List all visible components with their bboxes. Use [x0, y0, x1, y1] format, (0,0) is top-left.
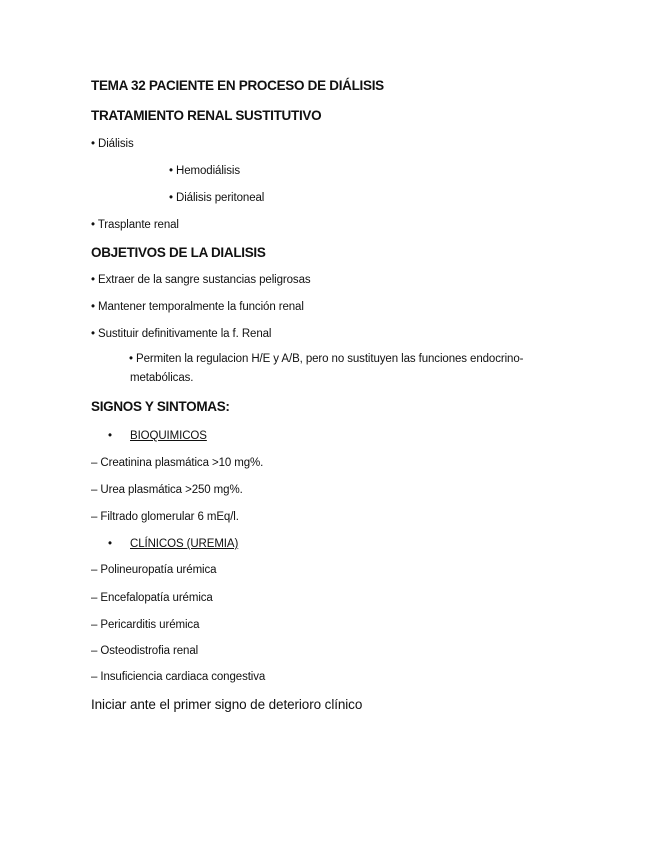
list-item-trasplante: • Trasplante renal: [91, 219, 179, 231]
list-item-clinico: – Insuficiencia cardiaca congestiva: [91, 671, 266, 683]
list-item-clinico: – Encefalopatía urémica: [91, 592, 213, 604]
list-item-clinico: – Osteodistrofia renal: [91, 645, 199, 657]
section-heading-objetivos: OBJETIVOS DE LA DIALISIS: [91, 245, 266, 260]
bullet-icon: •: [108, 538, 112, 550]
list-item-bioquimico: – Urea plasmática >250 mg%.: [91, 484, 243, 496]
list-item-clinico: – Pericarditis urémica: [91, 619, 200, 631]
section-heading-tratamiento: TRATAMIENTO RENAL SUSTITUTIVO: [91, 108, 322, 123]
objetivos-note: • Permiten la regulacion H/E y A/B, pero no sustituyen las funciones endocrino-metabólicas.: [129, 353, 524, 384]
list-item-objetivo: • Extraer de la sangre sustancias peligrosas: [91, 274, 311, 286]
sub-item-dialisis-peritoneal: • Diálisis peritoneal: [169, 192, 265, 204]
bullet-icon: •: [108, 430, 112, 442]
list-item-bioquimico: – Creatinina plasmática >10 mg%.: [91, 457, 264, 469]
sub-item-hemodialisis: • Hemodiálisis: [169, 165, 241, 177]
list-item-objetivo: • Sustituir definitivamente la f. Renal: [91, 328, 272, 340]
subheading-bioquimicos: BIOQUIMICOS: [130, 430, 207, 442]
document-title: TEMA 32 PACIENTE EN PROCESO DE DIÁLISIS: [91, 78, 384, 93]
list-item-dialisis: • Diálisis: [91, 138, 134, 150]
subheading-clinicos: CLÍNICOS (UREMIA): [130, 538, 239, 550]
section-heading-signos: SIGNOS Y SINTOMAS:: [91, 399, 230, 414]
closing-statement: Iniciar ante el primer signo de deterioro clínico: [91, 697, 363, 712]
list-item-clinico: – Polineuropatía urémica: [91, 564, 217, 576]
list-item-objetivo: • Mantener temporalmente la función renal: [91, 301, 304, 313]
list-item-bioquimico: – Filtrado glomerular 6 mEq/l.: [91, 511, 239, 523]
